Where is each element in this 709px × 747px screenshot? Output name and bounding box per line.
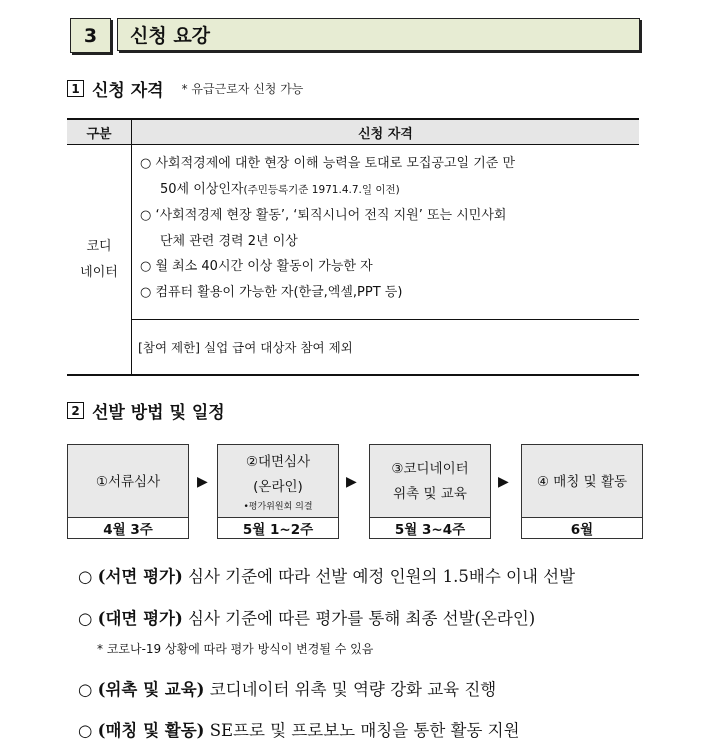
step-date: 5월 3~4주 <box>370 517 490 538</box>
bullet-interview-eval: ○ (대면 평가) 심사 기준에 따른 평가를 통해 최종 선발(온라인) <box>78 609 536 628</box>
selection-heading <box>67 398 225 423</box>
bullet-matching: ○ (매칭 및 활동) SE프로 및 프로보노 매칭을 통한 활동 지원 <box>78 721 520 740</box>
req-item-2a: ○ ‘사회적경제 현장 활동’, ‘퇴직시니어 전직 지원’ 또는 시민사회 <box>140 208 507 223</box>
req-item-1b-small: (주민등록기준 1971.4.7.일 이전) <box>243 183 400 196</box>
col-requirement-header: 신청 자격 <box>132 119 640 145</box>
heading-title: 신청 자격 <box>92 81 164 101</box>
section-number: 3 <box>70 18 111 53</box>
arrow-right-icon: ▶ <box>346 474 357 490</box>
bullet-written-eval: ○ (서면 평가) 심사 기준에 따라 선발 예정 인원의 1.5배수 이내 선발 <box>78 567 576 586</box>
step-date: 5월 1~2주 <box>218 517 338 538</box>
step-date: 6월 <box>522 517 642 538</box>
bullet-appointment: ○ (위촉 및 교육) 코디네이터 위촉 및 역량 강화 교육 진행 <box>78 680 497 699</box>
heading-note: * 유급근로자 신청 가능 <box>181 82 304 96</box>
covid-note: * 코로나-19 상황에 따라 평가 방식이 변경될 수 있음 <box>97 642 374 656</box>
heading-title: 선발 방법 및 일정 <box>92 403 225 423</box>
req-item-1a: ○ 사회적경제에 대한 현장 이해 능력을 토대로 모집공고일 기준 만 <box>140 156 516 171</box>
step-note: •평가위원회 의결 <box>243 502 313 512</box>
req-item-1b: 50세 이상인자(주민등록기준 1971.4.7.일 이전) <box>160 181 400 197</box>
col-category-header: 구분 <box>67 119 132 145</box>
arrow-right-icon: ▶ <box>197 474 208 490</box>
eligibility-heading <box>67 76 303 101</box>
step-sublabel: (온라인) <box>253 479 303 495</box>
step-date: 4월 3주 <box>68 517 188 538</box>
arrow-right-icon: ▶ <box>498 474 509 490</box>
category-line1: 코디 <box>86 238 112 254</box>
step-label: ②대면심사 <box>245 454 311 470</box>
step-matching <box>521 444 643 539</box>
step-sublabel: 위촉 및 교육 <box>393 486 467 502</box>
category-line2: 네이터 <box>80 264 118 280</box>
step-appointment <box>369 444 491 539</box>
requirements-cell <box>132 145 640 320</box>
step-document-review <box>67 444 189 539</box>
restriction-cell: [참여 제한] 실업 급여 대상자 참여 제외 <box>132 320 640 376</box>
eligibility-table <box>67 118 639 376</box>
step-label: ④ 매칭 및 활동 <box>536 473 628 490</box>
heading-number-box: 2 <box>67 402 84 419</box>
step-interview <box>217 444 339 539</box>
heading-number-box: 1 <box>67 80 84 97</box>
step-label: ①서류심사 <box>95 473 161 490</box>
req-item-4: ○ 컴퓨터 활용이 가능한 자(한글,엑셀,PPT 등) <box>140 284 403 300</box>
category-cell <box>67 145 132 376</box>
step-label: ③코디네이터 <box>391 461 469 477</box>
section-title: 신청 요강 <box>117 18 640 51</box>
req-item-2b: 단체 관련 경력 2년 이상 <box>160 233 298 249</box>
req-item-3: ○ 월 최소 40시간 이상 활동이 가능한 자 <box>140 259 373 274</box>
